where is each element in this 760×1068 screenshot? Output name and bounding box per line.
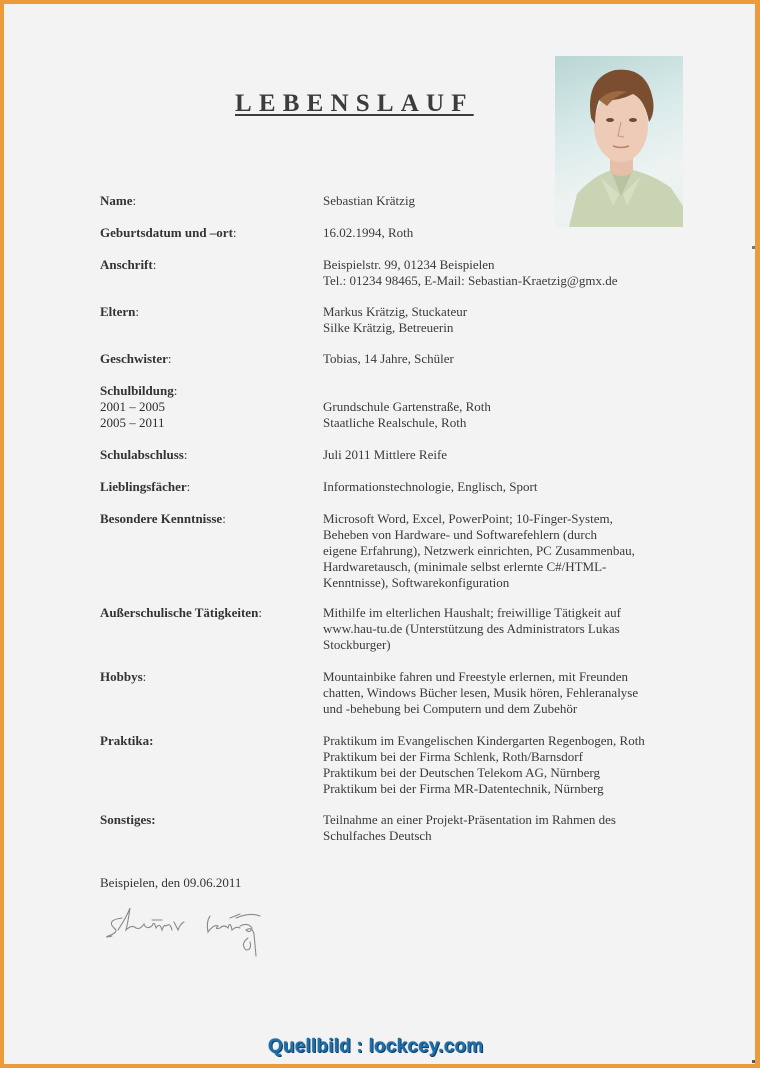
entry-value: Sebastian Krätzig: [323, 193, 416, 208]
entry-label: Name:: [100, 193, 137, 208]
entry-label: Geburtsdatum und –ort:: [100, 225, 237, 240]
entry-value: Mountainbike fahren und Freestyle erlernen, mit Freunden chatten, Windows Bücher lesen, Musik hören, Fehleranalyse und -behebung bei Computern und dem Zubehör: [323, 669, 639, 716]
entry-value: 16.02.1994, Roth: [323, 225, 414, 240]
place-date: Beispielen, den 09.06.2011: [100, 875, 242, 890]
entry-label: Lieblingsfächer:: [100, 479, 191, 494]
entry-label: Geschwister:: [100, 351, 172, 366]
entry-label: Anschrift:: [100, 257, 157, 272]
entry-label: Hobbys:: [100, 669, 147, 684]
signature-image: [100, 900, 310, 965]
entry-value: Grundschule Gartenstraße, Roth Staatliche Realschule, Roth: [323, 399, 491, 430]
entry-label: Praktika:: [100, 733, 154, 748]
school-period: 2005 – 2011: [100, 415, 165, 430]
entry-value: Markus Krätzig, Stuckateur Silke Krätzig, Betreuerin: [323, 304, 468, 335]
entry-value: Teilnahme an einer Projekt-Präsentation im Rahmen des Schulfaches Deutsch: [323, 812, 616, 843]
entry-label: Sonstiges:: [100, 812, 156, 827]
entry-label: Besondere Kenntnisse:: [100, 511, 226, 526]
entry-label: Eltern:: [100, 304, 140, 319]
image-source-credit: Quellbild : lockcey.com: [268, 1036, 484, 1057]
entry-label: Schulbildung:: [100, 383, 178, 398]
school-period: 2001 – 2005: [100, 399, 165, 414]
scan-mark: [752, 246, 755, 249]
document-title: LEBENSLAUF: [235, 90, 474, 117]
entry-value: Informationstechnologie, Englisch, Sport: [323, 479, 538, 494]
entry-value: Tobias, 14 Jahre, Schüler: [323, 351, 454, 366]
entry-label: Schulabschluss:: [100, 447, 188, 462]
entry-value: Juli 2011 Mittlere Reife: [323, 447, 448, 462]
entry-value: Microsoft Word, Excel, PowerPoint; 10-Finger-System, Beheben von Hardware- und Softwarefehlern (durch eigene Erfahrung), Netzwerk einrichten, PC Zusammenbau, Hardwaretausch, (minimale selbst erlernte C#/HTML- Kenntnisse), Softwarekonfiguration: [323, 511, 635, 590]
entry-value: Beispielstr. 99, 01234 Beispielen Tel.: 01234 98465, E-Mail: Sebastian-Kraetzig@gmx.de: [323, 257, 618, 288]
entry-label: Außerschulische Tätigkeiten:: [100, 605, 262, 620]
entry-value: Mithilfe im elterlichen Haushalt; freiwillige Tätigkeit auf www.hau-tu.de (Unterstützung des Administrators Lukas Stockburger): [323, 605, 621, 652]
scan-mark: [752, 1060, 755, 1063]
entry-value: Praktikum im Evangelischen Kindergarten Regenbogen, Roth Praktikum bei der Firma Schlenk, Roth/Barnsdorf Praktikum bei der Deutschen Telekom AG, Nürnberg Praktikum bei der Firma MR-Datentechnik, Nürnberg: [323, 733, 645, 796]
